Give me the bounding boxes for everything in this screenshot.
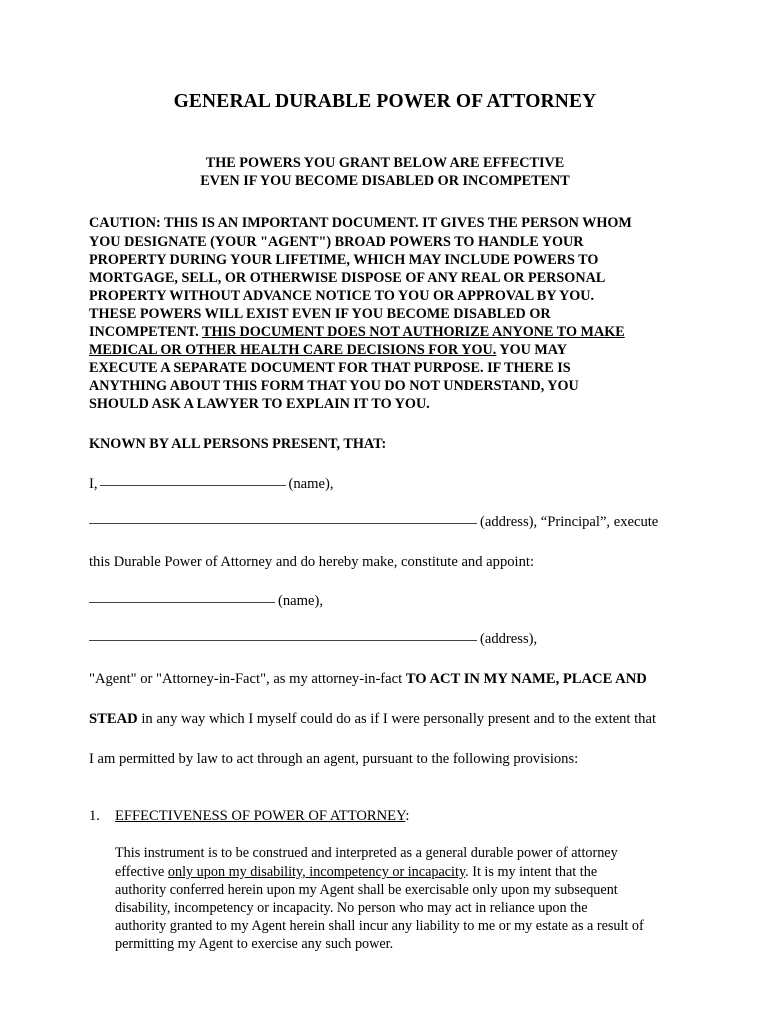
caution-line-7 [89,323,681,341]
subtitle-line-2: EVEN IF YOU BECOME DISABLED OR INCOMPETENT [200,173,570,190]
agent-clause-bold-1: TO ACT IN MY NAME, PLACE AND [405,671,647,688]
document-subtitle [89,112,681,190]
agent-clause-plain-2: in any way which I myself could do as if I were personally present and to the extent that [137,711,656,728]
agent-clause-plain-1: "Agent" or "Attorney-in-Fact", as my attorney-in-fact [89,671,406,688]
caution-line-10: ANYTHING ABOUT THIS FORM THAT YOU DO NOT UNDERSTAND, YOU [89,378,579,395]
subtitle-line-1: THE POWERS YOU GRANT BELOW ARE EFFECTIVE [205,155,565,172]
caution-line-8 [89,341,681,359]
section-1-body-line-2-plain-b: . It is my intent that the [465,863,598,880]
agent-clause-line-3: I am permitted by law to act through an agent, pursuant to the following provisions: [89,751,579,768]
agent-name-label: (name), [278,593,323,610]
caution-line-9: EXECUTE A SEPARATE DOCUMENT FOR THAT PURPOSE. IF THERE IS [89,360,571,377]
agent-name-field[interactable] [89,602,275,603]
caution-line-2: YOU DESIGNATE (YOUR "AGENT") BROAD POWERS TO HANDLE YOUR [89,233,584,250]
caution-line-6: THESE POWERS WILL EXIST EVEN IF YOU BECOME DISABLED OR [89,305,551,322]
agent-clause-line-1 [89,649,681,689]
section-1-body-line-6: permitting my Agent to exercise any such power. [115,936,394,953]
principal-name-field[interactable] [100,485,286,486]
document-content [89,0,681,954]
principal-name-label: (name), [288,476,334,493]
agent-address-field[interactable] [89,640,477,641]
principal-address-label: (address), “Principal”, execute [480,514,659,531]
caution-line-3: PROPERTY DURING YOUR LIFETIME, WHICH MAY INCLUDE POWERS TO [89,251,599,268]
caution-line-1: CAUTION: THIS IS AN IMPORTANT DOCUMENT. IT GIVES THE PERSON WHOM [89,215,632,232]
section-1-body-line-3: authority conferred herein upon my Agent shall be exercisable only upon my subsequent [115,881,618,898]
agent-clause-bold-2: STEAD [89,711,138,728]
agent-address-row [89,611,681,649]
caution-line-11: SHOULD ASK A LAWYER TO EXPLAIN IT TO YOU. [89,396,430,413]
agent-address-label: (address), [480,631,538,648]
section-1-heading [89,769,681,826]
section-1-body [89,826,681,953]
section-1-title: EFFECTIVENESS OF POWER OF ATTORNEY [115,808,406,825]
section-1-colon: : [405,808,410,825]
agent-name-row [89,572,681,611]
principal-address-field[interactable] [89,523,477,524]
section-1-body-line-1: This instrument is to be construed and interpreted as a general durable power of attorney [115,845,618,862]
agent-clause-line-2 [89,689,681,729]
page-title: GENERAL DURABLE POWER OF ATTORNEY [173,91,597,112]
principal-address-row [89,494,681,532]
section-1-body-line-2-plain-a: effective [115,863,168,880]
principal-name-row [89,453,681,494]
section-1-number: 1. [89,808,100,825]
section-1-body-line-2-underlined: only upon my disability, incompetency or incapacity [167,863,466,880]
caution-paragraph [89,190,681,413]
principal-statement: this Durable Power of Attorney and do hereby make, constitute and appoint: [89,554,535,571]
section-1-body-line-4: disability, incompetency or incapacity. No person who may act in reliance upon the [115,900,588,917]
section-1-body-line-5: authority granted to my Agent herein shall incur any liability to me or my estate as a result of [115,918,644,935]
caution-line-5: PROPERTY WITHOUT ADVANCE NOTICE TO YOU OR APPROVAL BY YOU. [89,287,595,304]
caution-line-7-underlined: THIS DOCUMENT DOES NOT AUTHORIZE ANYONE TO MAKE [202,324,625,340]
caution-line-4: MORTGAGE, SELL, OR OTHERWISE DISPOSE OF ANY REAL OR PERSONAL [89,269,606,286]
section-1-body-line-2 [115,863,681,881]
principal-name-lead: I, [89,476,98,493]
known-by-heading: KNOWN BY ALL PERSONS PRESENT, THAT: [89,436,387,453]
caution-line-8-underlined: MEDICAL OR OTHER HEALTH CARE DECISIONS FOR YOU. [89,342,497,359]
caution-line-7-plain: INCOMPETENT. [89,324,202,340]
caution-line-8-plain: YOU MAY [496,342,567,359]
